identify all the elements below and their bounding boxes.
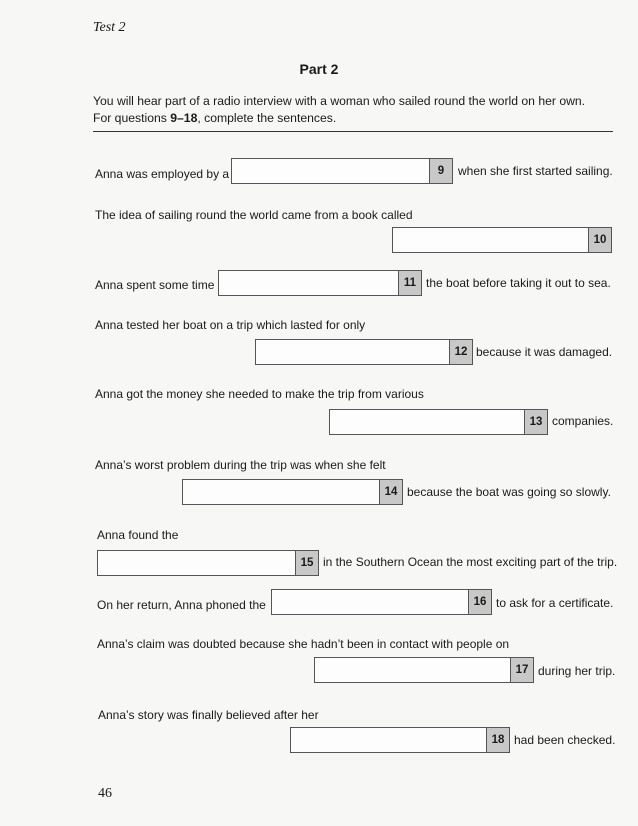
instructions-post: , complete the sentences. — [197, 111, 337, 125]
q15-text-before: Anna found the — [97, 528, 179, 542]
instructions-pre: For questions — [93, 111, 171, 125]
answer-box-11[interactable] — [218, 270, 422, 296]
q18-text-after: had been checked. — [514, 733, 616, 747]
question-number-18: 18 — [486, 728, 509, 752]
question-number-13: 13 — [524, 410, 547, 434]
answer-box-10[interactable] — [392, 227, 612, 253]
q13-text-before: Anna got the money she needed to make the trip from various — [95, 387, 424, 401]
q16-text-after: to ask for a certificate. — [496, 596, 614, 610]
question-number-11: 11 — [398, 271, 421, 295]
q9-text-before: Anna was employed by a — [95, 167, 230, 181]
q11-text-after: the boat before taking it out to sea. — [426, 276, 611, 290]
question-number-10: 10 — [588, 228, 611, 252]
answer-box-15[interactable] — [97, 550, 319, 576]
question-number-9: 9 — [429, 159, 452, 183]
question-number-12: 12 — [449, 340, 472, 364]
q15-text-after: in the Southern Ocean the most exciting part of the trip. — [323, 555, 618, 569]
question-number-14: 14 — [379, 480, 402, 504]
answer-box-17[interactable] — [314, 657, 534, 683]
question-number-16: 16 — [468, 590, 491, 614]
instructions — [93, 93, 618, 127]
page-number: 46 — [98, 786, 112, 801]
q12-text-after: because it was damaged. — [476, 345, 613, 359]
question-number-17: 17 — [510, 658, 533, 682]
question-number-15: 15 — [295, 551, 318, 575]
q10-text-before: The idea of sailing round the world came from a book called — [95, 208, 413, 222]
q14-text-after: because the boat was going so slowly. — [407, 485, 611, 499]
answer-box-12[interactable] — [255, 339, 473, 365]
answer-box-14[interactable] — [182, 479, 403, 505]
divider — [93, 131, 613, 132]
q12-text-before: Anna tested her boat on a trip which lasted for only — [95, 318, 366, 332]
q11-text-before: Anna spent some time — [95, 278, 215, 292]
q16-text-before: On her return, Anna phoned the — [97, 598, 266, 612]
q18-text-before: Anna’s story was finally believed after her — [98, 708, 319, 722]
q9-text-after: when she first started sailing. — [458, 164, 613, 178]
q17-text-before: Anna’s claim was doubted because she hadn’t been in contact with people on — [97, 637, 510, 651]
part-title: Part 2 — [299, 61, 339, 77]
q13-text-after: companies. — [552, 414, 614, 428]
q14-text-before: Anna’s worst problem during the trip was when she felt — [95, 458, 386, 472]
question-range: 9–18 — [170, 111, 198, 125]
answer-box-13[interactable] — [329, 409, 548, 435]
test-label: Test 2 — [93, 20, 126, 35]
answer-box-18[interactable] — [290, 727, 510, 753]
answer-box-16[interactable] — [271, 589, 492, 615]
answer-box-9[interactable] — [231, 158, 453, 184]
instructions-line-2 — [93, 110, 618, 127]
instructions-line-1: You will hear part of a radio interview with a woman who sailed round the world on her own. — [93, 94, 586, 108]
q17-text-after: during her trip. — [538, 664, 616, 678]
